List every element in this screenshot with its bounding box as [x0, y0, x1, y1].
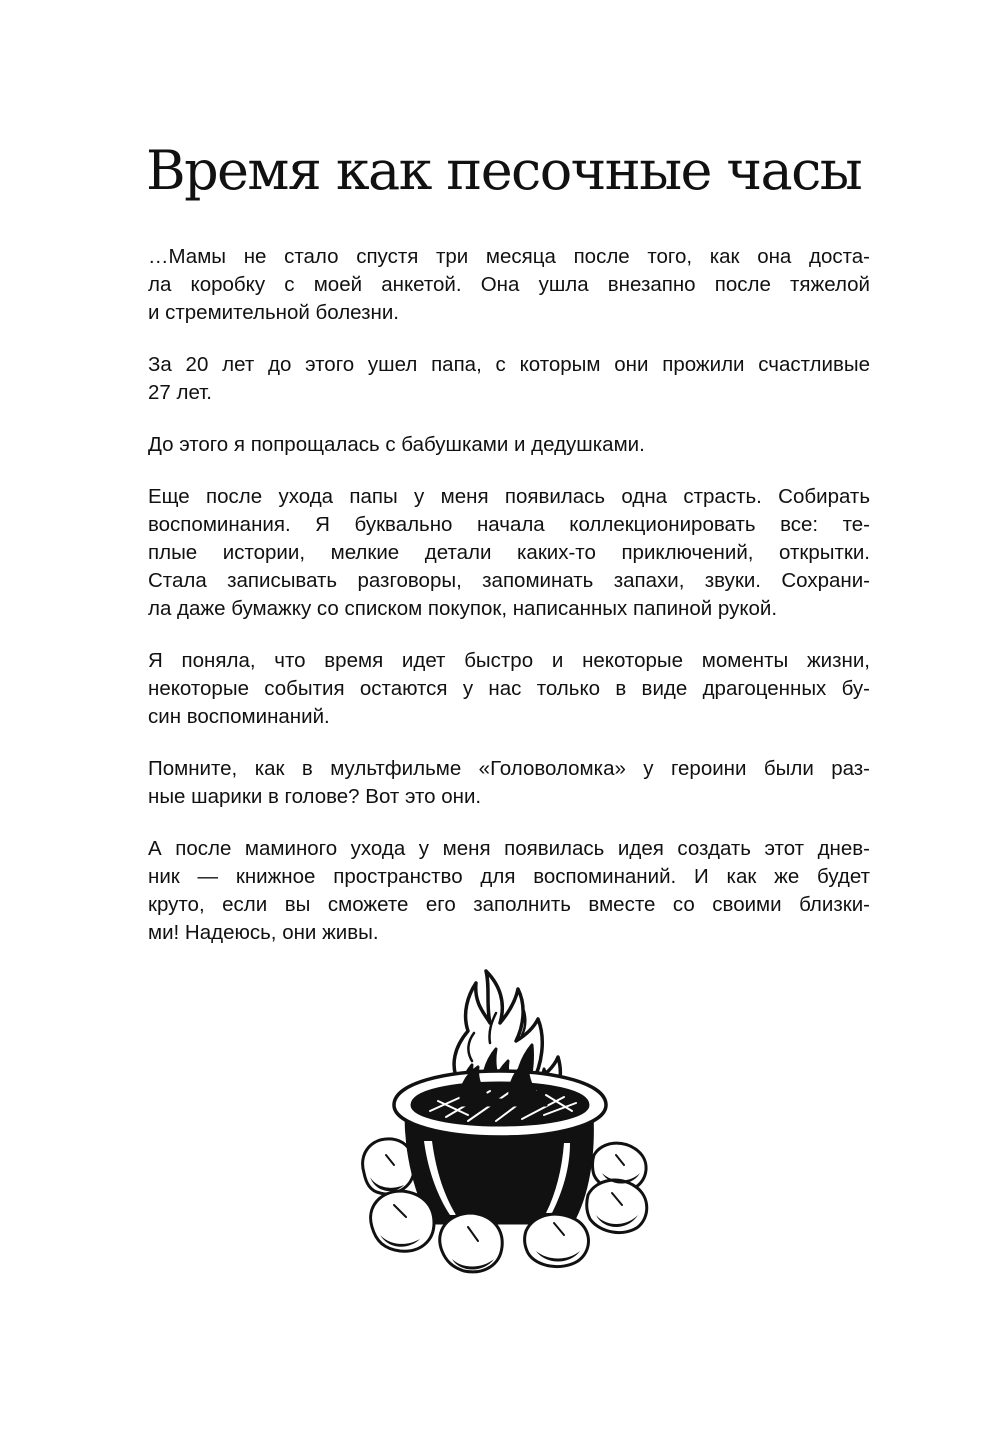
text-line: воспоминания. Я буквально начала коллекционировать все: те- [148, 513, 870, 536]
text-line: До этого я попрощалась с бабушками и дедушками. [148, 433, 645, 456]
text-line: …Мамы не стало спустя три месяца после того, как она доста- [148, 245, 870, 268]
text-line: и стремительной болезни. [148, 301, 399, 324]
text-line: плые истории, мелкие детали каких-то приключений, открытки. [148, 541, 870, 564]
paragraph [148, 483, 870, 623]
text-line: Я поняла, что время идет быстро и некоторые моменты жизни, [148, 649, 870, 672]
text-line: ла даже бумажку со списком покупок, написанных папиной рукой. [148, 597, 778, 620]
paragraph [148, 351, 870, 407]
text-line: А после маминого ухода у меня появилась идея создать этот днев- [148, 837, 870, 860]
text-line: ные шарики в голове? Вот это они. [148, 785, 482, 808]
text-line: ник — книжное пространство для воспоминаний. И как же будет [148, 865, 870, 888]
paragraph [148, 835, 870, 947]
paragraph [148, 647, 870, 731]
rock-left [363, 1139, 415, 1194]
text-line: Еще после ухода папы у меня появилась одна страсть. Собирать [148, 485, 870, 508]
text-line: ла коробку с моей анкетой. Она ушла внезапно после тяжелой [148, 273, 870, 296]
paragraph [148, 243, 870, 327]
paragraph [148, 755, 870, 811]
body-text [148, 243, 870, 971]
page-title: Время как песочные часы [146, 139, 862, 202]
text-line: Помните, как в мультфильме «Головоломка» у героини были раз- [148, 757, 870, 780]
text-line: круто, если вы сможете его заполнить вместе со своими близки- [148, 893, 870, 916]
text-line: Стала записывать разговоры, запоминать запахи, звуки. Сохрани- [148, 569, 870, 592]
rock-front-left [371, 1191, 434, 1251]
text-line: За 20 лет до этого ушел папа, с которым они прожили счастливые [148, 353, 870, 376]
text-line: 27 лет. [148, 381, 212, 404]
text-line: некоторые события остаются у нас только в виде драгоценных бу- [148, 677, 870, 700]
text-line: ми! Надеюсь, они живы. [148, 921, 379, 944]
rock-front-center-left [440, 1213, 502, 1272]
paragraph [148, 431, 870, 459]
text-line: син воспоминаний. [148, 705, 330, 728]
campfire-icon [350, 965, 660, 1310]
